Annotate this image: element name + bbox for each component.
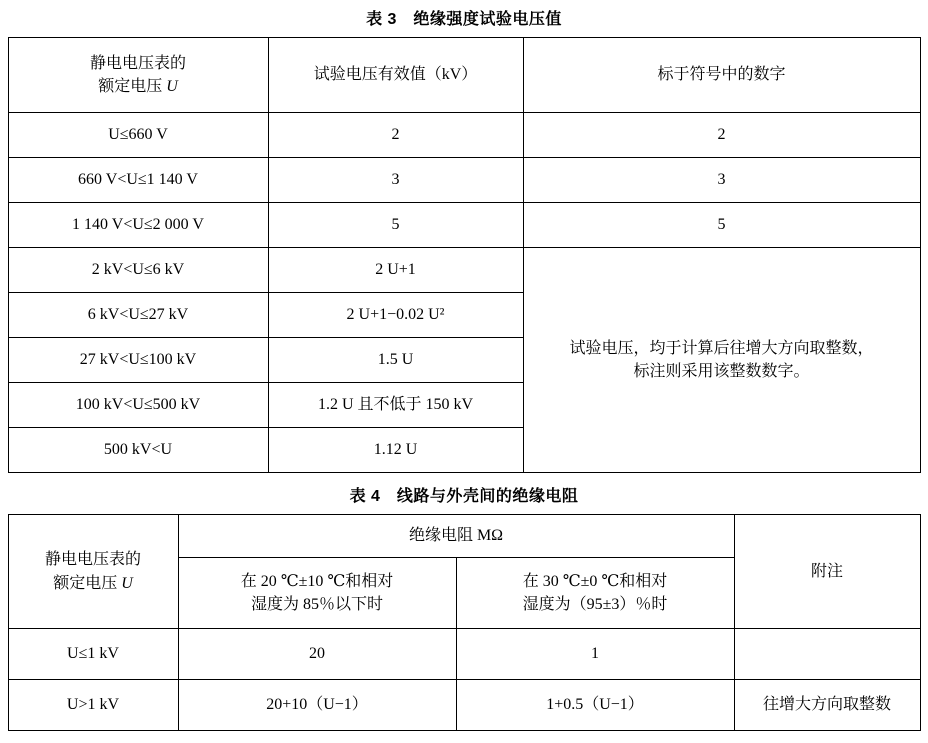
table3-header-row — [8, 38, 920, 113]
table4-header-remark: 附注 — [734, 515, 920, 629]
table3-voltage-6: 1.5 U — [268, 338, 523, 383]
condition2-line1: 在 30 ℃±0 ℃和相对 — [522, 572, 668, 590]
table3-caption: 表 3 绝缘强度试验电压值 — [366, 11, 562, 28]
table4-caption: 表 4 线路与外壳间的绝缘电阻 — [349, 488, 579, 505]
table3-range-2: 660 V<U≤1 140 V — [8, 158, 268, 203]
table3 — [8, 37, 921, 473]
table4-range-2: U>1 kV — [8, 680, 178, 731]
table3-voltage-4: 2 U+1 — [268, 248, 523, 293]
header-line1: 静电电压表的 — [44, 551, 141, 569]
table4-range-1: U≤1 kV — [8, 629, 178, 680]
table4-note-1 — [734, 629, 920, 680]
condition1-line2: 湿度为 85％以下时 — [250, 596, 383, 613]
table3-symbol-1: 2 — [523, 113, 920, 158]
table4-header-condition-2 — [456, 558, 734, 629]
table4-value1-1: 20 — [178, 629, 456, 680]
condition1-line1: 在 20 ℃±10 ℃和相对 — [240, 572, 394, 590]
table4-value2-1: 1 — [456, 629, 734, 680]
table3-voltage-7: 1.2 U 且不低于 150 kV — [268, 383, 523, 428]
table-row — [8, 248, 920, 293]
table-row — [8, 680, 920, 731]
table4-header-condition-1 — [178, 558, 456, 629]
table3-symbol-3: 5 — [523, 203, 920, 248]
table3-header-rated-voltage — [8, 38, 268, 113]
header-line2 — [15, 572, 172, 595]
table3-range-7: 100 kV<U≤500 kV — [8, 383, 268, 428]
table3-merged-note — [523, 248, 920, 473]
table3-voltage-1: 2 — [268, 113, 523, 158]
merged-note-line1: 试验电压，均于计算后往增大方向取整数， — [569, 339, 874, 357]
table3-range-5: 6 kV<U≤27 kV — [8, 293, 268, 338]
table3-header-test-voltage: 试验电压有效值（kV） — [268, 38, 523, 113]
table3-range-1: U≤660 V — [8, 113, 268, 158]
merged-note-line2: 标注则采用该整数数字。 — [633, 363, 810, 380]
table3-range-4: 2 kV<U≤6 kV — [8, 248, 268, 293]
table3-voltage-8: 1.12 U — [268, 428, 523, 473]
table4-value1-2: 20+10（U−1） — [178, 680, 456, 731]
condition2-line2: 湿度为（95±3）％时 — [522, 596, 668, 613]
table-row — [8, 113, 920, 158]
header-line2 — [15, 75, 262, 98]
table3-voltage-5: 2 U+1−0.02 U² — [268, 293, 523, 338]
header-line1: 静电电压表的 — [89, 54, 186, 72]
table-row — [8, 158, 920, 203]
table3-voltage-2: 3 — [268, 158, 523, 203]
table-row — [8, 629, 920, 680]
table-row — [8, 203, 920, 248]
table4-header-row-1 — [8, 515, 920, 558]
table3-symbol-2: 3 — [523, 158, 920, 203]
table3-header-symbol-number: 标于符号中的数字 — [523, 38, 920, 113]
table3-range-8: 500 kV<U — [8, 428, 268, 473]
table4-value2-2: 1+0.5（U−1） — [456, 680, 734, 731]
table4-header-rated-voltage — [8, 515, 178, 629]
table3-range-6: 27 kV<U≤100 kV — [8, 338, 268, 383]
table4-note-2: 往增大方向取整数 — [734, 680, 920, 731]
table3-range-3: 1 140 V<U≤2 000 V — [8, 203, 268, 248]
header-line2-prefix: 额定电压 — [53, 574, 122, 592]
document-page — [0, 6, 928, 743]
header-line2-symbol: U — [121, 574, 133, 592]
header-line2-symbol: U — [166, 78, 178, 95]
table3-voltage-3: 5 — [268, 203, 523, 248]
table4 — [8, 514, 921, 731]
table4-header-insulation-resistance: 绝缘电阻 MΩ — [178, 515, 734, 558]
header-line2-prefix: 额定电压 — [98, 78, 167, 95]
